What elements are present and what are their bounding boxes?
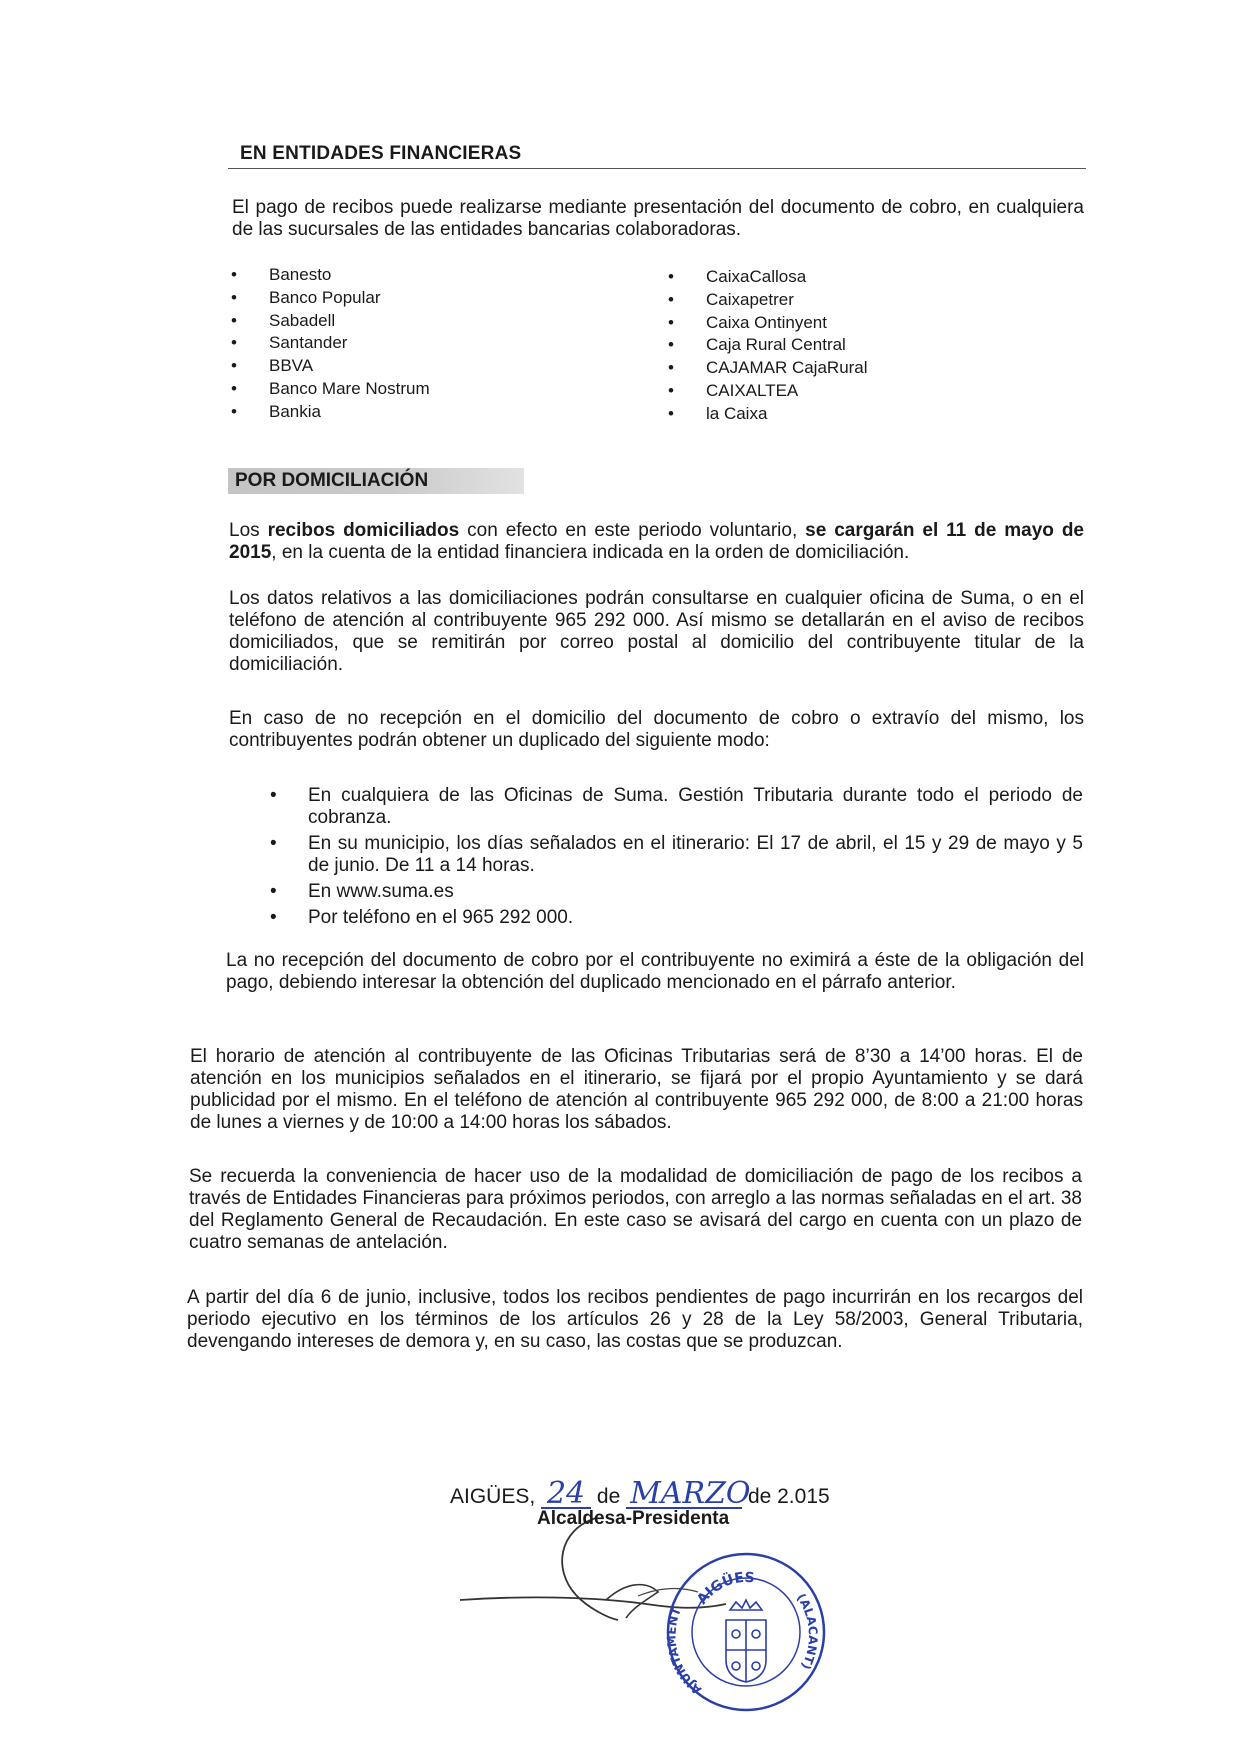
p1-bold-recibos: recibos domiciliados — [267, 520, 460, 541]
handwritten-month: MARZO — [626, 1481, 742, 1509]
p1-text-e: , en la cuenta de la entidad financiera indicada en la orden de domiciliación. — [271, 542, 910, 563]
svg-text:AIGÜES: AIGÜES — [694, 1569, 756, 1608]
domiciliados-paragraph — [229, 520, 1084, 564]
bank-list-item: • Caixa Ontinyent — [668, 312, 868, 335]
p1-bold-fecha-cargo: se cargarán el 11 de mayo de 2015 — [229, 520, 1084, 563]
recuerdo-paragraph: Se recuerda la conveniencia de hacer uso de la modalidad de domiciliación de pago de los recibos a través de Entidades Financieras para próximos periodos, con arreglo a las normas señaladas en el art. 38 del Reglamento General de Recaudación. En este caso se avisará del cargo en cuenta con un plazo de cuatro semanas de antelación. — [189, 1166, 1082, 1253]
bank-list-item: • BBVA — [231, 355, 430, 378]
de-text: de — [596, 1485, 621, 1508]
svg-text:(ALACANT): (ALACANT) — [793, 1590, 821, 1672]
obligacion-paragraph: La no recepción del documento de cobro por el contribuyente no eximirá a éste de la obligación del pago, debiendo interesar la obtención del duplicado mencionado en el párrafo anterior. — [226, 950, 1084, 993]
bank-list-item: • CaixaCallosa — [668, 266, 868, 289]
place-text: AIGÜES, — [450, 1485, 536, 1508]
bank-list-item: • Bankia — [231, 401, 430, 424]
signer-title: Alcaldesa-Presidenta — [537, 1508, 730, 1529]
bank-list-item: • Banesto — [231, 264, 430, 287]
bank-list-item: • Caja Rural Central — [668, 334, 868, 357]
bank-list-item: • Banco Mare Nostrum — [231, 378, 430, 401]
duplicado-option-item: • Por teléfono en el 965 292 000. — [268, 907, 1083, 929]
ayuntamiento-seal — [664, 1550, 829, 1715]
heading-por-domiciliacion — [228, 468, 524, 494]
handwritten-day: 24 — [541, 1481, 591, 1509]
bank-list-left — [231, 264, 430, 424]
svg-text:AJUNTAMENT: AJUNTAMENT — [664, 1605, 705, 1698]
apremio-paragraph: A partir del día 6 de junio, inclusive, todos los recibos pendientes de pago incurrirán en los recargos del periodo ejecutivo en los términos de los artículos 26 y 28 de la Ley 58/2003, General Tributaria, devengando intereses de demora y, en su caso, las costas que se produzcan. — [187, 1287, 1083, 1352]
p1-text-c: con efecto en este periodo voluntario, — [459, 520, 806, 541]
consulta-paragraph: Los datos relativos a las domiciliaciones podrán consultarse en cualquier oficina de Suma, o en el teléfono de atención al contribuyente 965 292 000. Así mismo se detallarán en el aviso de recibos domiciliados, que se remitirán por correo postal al domicilio del contribuyente titular de la domiciliación. — [229, 588, 1084, 675]
duplicado-option-item: • En www.suma.es — [268, 881, 1083, 903]
heading-por-domiciliacion-label: POR DOMICILIACIÓN — [235, 470, 429, 491]
bank-list-item: • Santander — [231, 332, 430, 355]
duplicado-option-item: • En su municipio, los días señalados en el itinerario: El 17 de abril, el 15 y 29 de mayo y 5 de junio. De 11 a 14 horas. — [268, 833, 1083, 877]
bank-list-item: • CAJAMAR CajaRural — [668, 357, 868, 380]
year-text: de 2.015 — [747, 1485, 830, 1508]
duplicado-options-list — [268, 785, 1083, 933]
bank-list-item: • la Caixa — [668, 403, 868, 426]
p1-text-a: Los — [229, 520, 268, 541]
bank-list-item: • CAIXALTEA — [668, 380, 868, 403]
bank-list-right — [668, 266, 868, 426]
intro-paragraph: El pago de recibos puede realizarse mediante presentación del documento de cobro, en cualquiera de las sucursales de las entidades bancarias colaboradoras. — [232, 197, 1084, 240]
no-recepcion-paragraph: En caso de no recepción en el domicilio del documento de cobro o extravío del mismo, los contribuyentes podrán obtener un duplicado del siguiente modo: — [229, 708, 1084, 751]
bank-list-item: • Sabadell — [231, 310, 430, 333]
bank-list-item: • Banco Popular — [231, 287, 430, 310]
horario-paragraph: El horario de atención al contribuyente de las Oficinas Tributarias será de 8’30 a 14’00 horas. El de atención en los municipios señalados en el itinerario, se fijará por el propio Ayuntamiento y se dará publicidad por el mismo. En el teléfono de atención al contribuyente 965 292 000, de 8:00 a 21:00 horas de lunes a viernes y de 10:00 a 14:00 horas los sábados. — [190, 1046, 1083, 1133]
duplicado-option-item: • En cualquiera de las Oficinas de Suma. Gestión Tributaria durante todo el periodo de cobranza. — [268, 785, 1083, 829]
heading-underline — [228, 168, 1086, 169]
bank-list-item: • Caixapetrer — [668, 289, 868, 312]
heading-entidades-financieras: EN ENTIDADES FINANCIERAS — [240, 143, 522, 164]
